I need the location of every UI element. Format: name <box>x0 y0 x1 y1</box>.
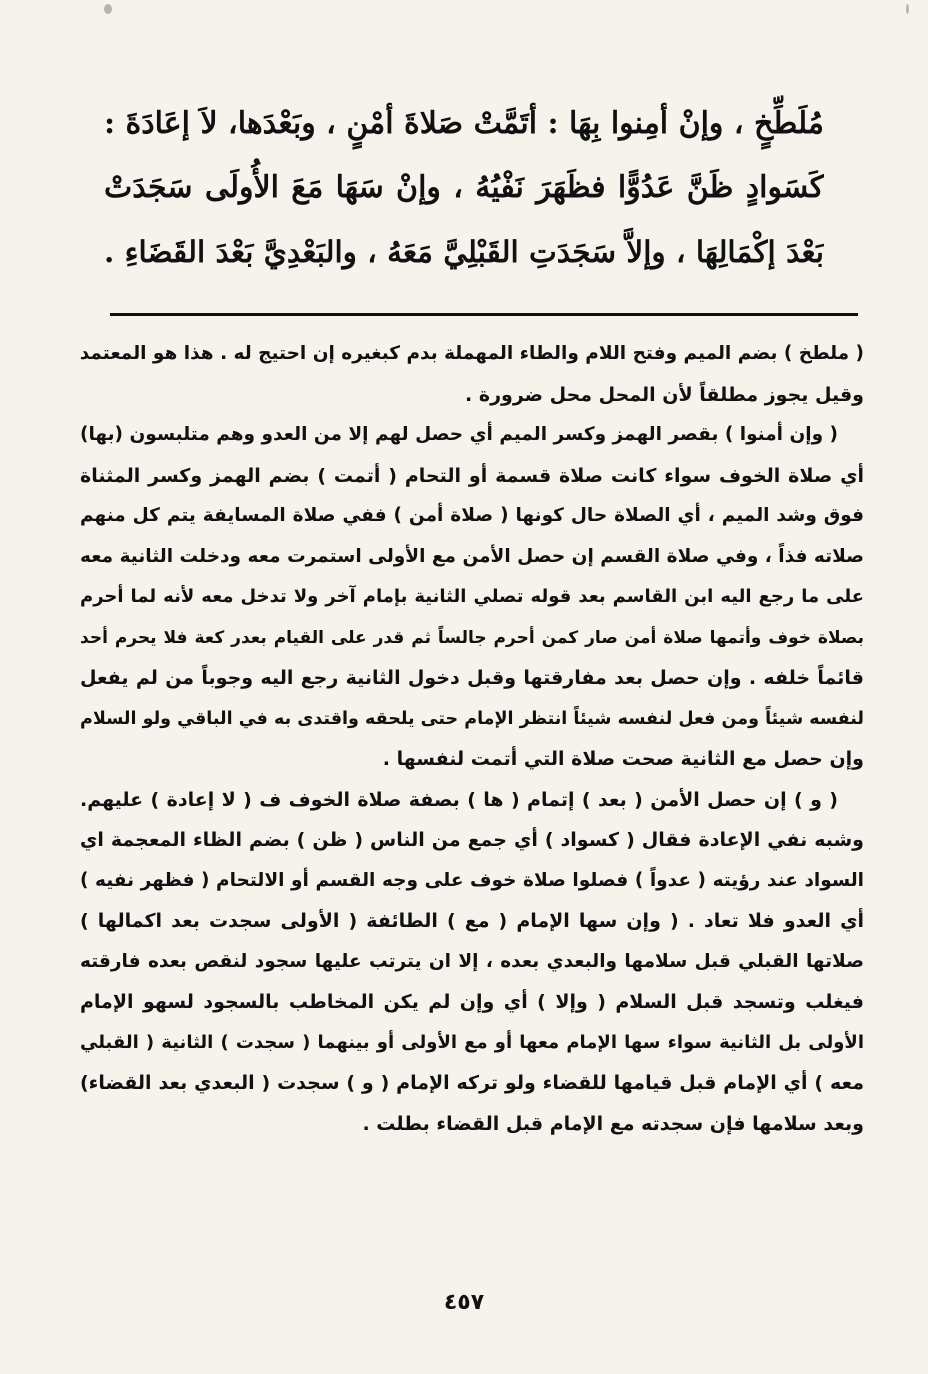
commentary-line: قائماً خلفه . وإن حصل بعد مفارقتها وقبل دخول الثانية رجع اليه وجوباً من لم يفعل <box>80 667 864 689</box>
commentary-line: على ما رجع اليه ابن القاسم بعد قوله تصلي الثانية بإمام آخر ولا تدخل معه لأنه لما أحرم <box>80 586 864 607</box>
main-text-line: بَعْدَ إكْمَالِهَا ، وإلاَّ سَجَدَتِ القَبْلِيَّ مَعَهُ ، والبَعْدِيَّ بَعْدَ القَضَاءِ . <box>104 234 824 269</box>
main-text <box>104 92 824 284</box>
main-text-line: كَسَوادٍ ظَنَّ عَدُوًّا فظَهَرَ نَفْيُهُ ، وإنْ سَهَا مَعَ الأُولَى سَجَدَتْ <box>104 170 824 205</box>
commentary-line: فوق وشد الميم ، أي الصلاة حال كونها ( صلاة أمن ) ففي صلاة المسايفة يتم كل منهم <box>80 505 864 526</box>
commentary-line: ( و ) إن حصل الأمن ( بعد ) إتمام ( ها ) بصفة صلاة الخوف ف ( لا إعادة ) عليهم. <box>80 788 838 811</box>
main-text-line: مُلَطِّخٍ ، وإنْ أمِنوا بِهَا : أتَمَّتْ صَلاةَ أمْنٍ ، وبَعْدَها، لاَ إعَادَةَ : <box>104 106 824 141</box>
commentary-line: أي العدو فلا تعاد . ( وإن سها الإمام ( مع ) الطائفة ( الأولى سجدت بعد اكمالها ) <box>80 910 864 932</box>
commentary-line: لنفسه شيئاً ومن فعل لنفسه شيئاً انتظر الإمام حتى يلحقه واقتدى به في الباقي ولو السلام <box>80 708 864 729</box>
commentary-line: وبعد سلامها فإن سجدته مع الإمام قبل القضاء بطلت . <box>362 1112 864 1135</box>
commentary-line: بصلاة خوف وأتمها صلاة أمن صار كمن أحرم جالساً ثم قدر على القيام بعدر كعة فلا يحرم أحد <box>80 627 864 648</box>
commentary-line: وإن حصل مع الثانية صحت صلاة التي أتمت لنفسها . <box>382 748 864 770</box>
commentary-line: وقيل يجوز مطلقاً لأن المحل محل ضرورة . <box>465 383 864 406</box>
commentary-line: الأولى بل الثانية سواء سها الإمام معها أو مع الأولى أو بينهما ( سجدت ) الثانية ( القبلي <box>80 1031 864 1053</box>
scan-speck <box>104 4 112 14</box>
page-number: ٤٥٧ <box>443 1290 485 1315</box>
commentary-text <box>80 334 864 1144</box>
commentary-line: فيغلب وتسجد قبل السلام ( وإلا ) أي وإن لم يكن المخاطب بالسجود لسهو الإمام <box>80 991 864 1013</box>
section-divider <box>110 313 858 316</box>
commentary-line: صلاتها القبلي قبل سلامها والبعدي بعده ، إلا ان يترتب عليها سجود لنقص بعده فارقته <box>80 950 864 972</box>
commentary-line: السواد عند رؤيته ( عدواً ) فصلوا صلاة خوف على وجه القسم أو الالتحام ( فظهر نفيه ) <box>80 869 864 891</box>
commentary-line: وشبه نفي الإعادة فقال ( كسواد ) أي جمع من الناس ( ظن ) بضم الظاء المعجمة اي <box>80 829 864 851</box>
commentary-line: ( وإن أمنوا ) بقصر الهمز وكسر الميم أي حصل لهم إلا من العدو وهم متلبسون (بها) <box>80 424 838 445</box>
commentary-line: معه ) أي الإمام قبل قيامها للقضاء ولو تركه الإمام ( و ) سجدت ( البعدي بعد القضاء) <box>80 1072 864 1094</box>
scan-speck <box>906 4 909 14</box>
commentary-line: أي صلاة الخوف سواء كانت صلاة قسمة أو التحام ( أتمت ) بضم الهمز وكسر المثناة <box>80 464 864 487</box>
commentary-line: صلاته فذاً ، وفي صلاة القسم إن حصل الأمن مع الأولى استمرت معه ودخلت الثانية معه <box>80 545 864 567</box>
commentary-line: ( ملطخ ) بضم الميم وفتح اللام والطاء المهملة بدم كبغيره إن احتيج له . هذا هو المعتمد <box>80 343 864 364</box>
